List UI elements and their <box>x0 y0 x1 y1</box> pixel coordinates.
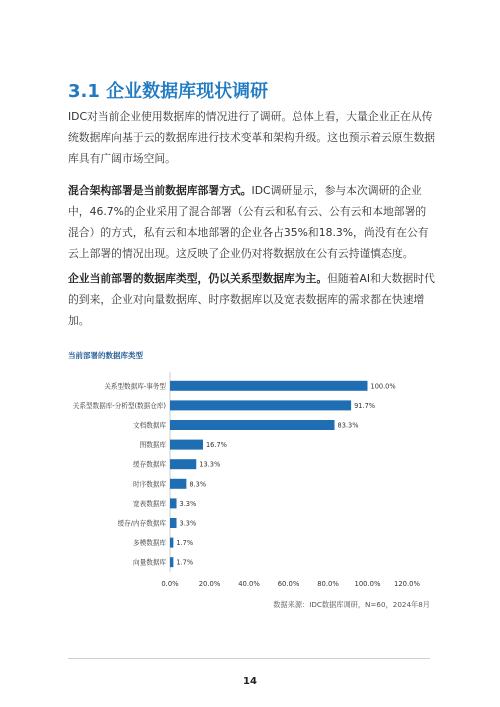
x-tick-label: 20.0% <box>198 580 221 588</box>
bar <box>170 479 186 489</box>
value-label: 83.3% <box>337 421 359 430</box>
bar <box>170 538 173 548</box>
category-label: 多模数据库 <box>133 539 166 548</box>
x-tick-label: 80.0% <box>317 580 339 588</box>
category-label: 文档数据库 <box>133 421 166 430</box>
x-tick-label: 40.0% <box>238 580 260 588</box>
bar <box>170 381 368 391</box>
paragraph-deployment-body: IDC调研显示，参与本次调研的企业中，46.7%的企业采用了混合部署（公有云和私有云、公有云和本地部署的混合）的方式，私有云和本地部署的企业各占35%和18.3%，尚没有在公有云上部署的情况出现。这反映了企业仍对将数据放在公有云持谨慎态度。 <box>68 184 429 260</box>
paragraph-db-types-lead: 企业当前部署的数据库类型，仍以关系型数据库为主。 <box>68 272 328 285</box>
paragraph-deployment-lead: 混合架构部署是当前数据库部署方式。 <box>68 184 252 197</box>
paragraph-db-types <box>68 268 436 331</box>
x-tick-label: 60.0% <box>277 580 300 588</box>
chart-title: 当前部署的数据库类型 <box>68 351 143 360</box>
category-label: 宽表数据库 <box>133 499 166 508</box>
value-label: 8.3% <box>189 480 207 489</box>
value-label: 91.7% <box>354 401 376 410</box>
section-heading: 3.1 企业数据库现状调研 <box>68 81 269 102</box>
value-label: 1.7% <box>176 558 194 567</box>
value-label: 100.0% <box>370 382 396 391</box>
bar <box>170 440 203 450</box>
paragraph-intro: IDC对当前企业使用数据库的情况进行了调研。总体上看，大量企业正在从传统数据库向基于云的数据库进行技术变革和架构升级。这也预示着云原生数据库具有广阔市场空间。 <box>68 110 436 165</box>
paragraph-deployment <box>68 180 436 264</box>
x-tick-label: 0.0% <box>161 580 179 588</box>
bar-chart <box>60 366 440 588</box>
bar <box>170 459 196 469</box>
value-label: 16.7% <box>205 441 227 450</box>
bar <box>170 498 177 508</box>
bar <box>170 557 173 567</box>
category-label: 关系型数据库-事务型 <box>104 382 166 391</box>
category-label: 缓存数据库 <box>133 460 166 469</box>
bar <box>170 400 351 410</box>
category-label: 向量数据库 <box>133 558 166 567</box>
value-label: 3.3% <box>179 519 197 528</box>
category-label: 缓存/内存数据库 <box>117 519 166 528</box>
category-label: 关系型数据库-分析型(数据仓库) <box>72 401 166 410</box>
category-label: 时序数据库 <box>133 480 166 489</box>
bar <box>170 420 335 430</box>
value-label: 1.7% <box>176 539 194 548</box>
chart-source: 数据来源：IDC数据库调研，N=60，2024年8月 <box>273 600 430 609</box>
value-label: 13.3% <box>199 460 221 469</box>
footer-divider <box>68 658 430 659</box>
x-tick-label: 120.0% <box>394 580 420 588</box>
x-tick-label: 100.0% <box>354 580 381 588</box>
page-number: 14 <box>243 676 257 687</box>
paragraph-db-types-body: 但随着AI和大数据时代的到来，企业对向量数据库、时序数据库以及宽表数据库的需求都在快速增加。 <box>68 272 435 327</box>
bar <box>170 518 177 528</box>
value-label: 3.3% <box>179 499 197 508</box>
category-label: 图数据库 <box>139 441 166 450</box>
